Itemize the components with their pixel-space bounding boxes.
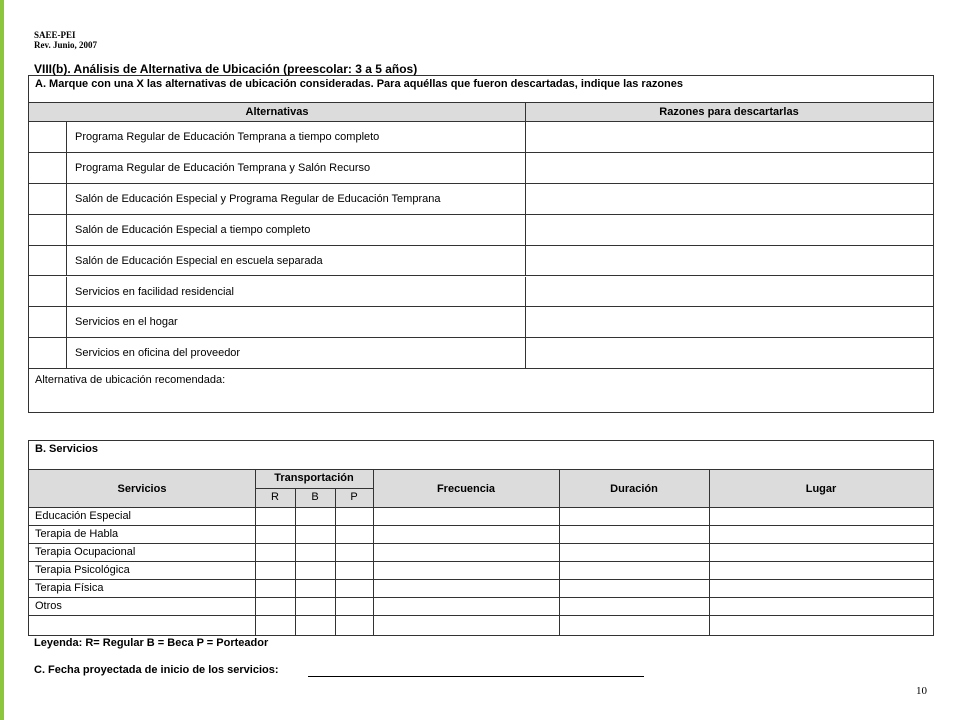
alternative-row (29, 215, 933, 246)
alternative-row (29, 338, 933, 369)
service-row (29, 616, 933, 634)
alternative-label: Servicios en facilidad residencial (75, 285, 234, 298)
alternative-row (29, 184, 933, 215)
alternative-label: Programa Regular de Educación Temprana y Salón Recurso (75, 161, 371, 174)
alternative-label: Programa Regular de Educación Temprana a tiempo completo (75, 131, 380, 143)
col-line (335, 488, 336, 636)
alternative-row (29, 153, 933, 184)
col-razones: Razones para descartarlas (659, 106, 799, 118)
col-duracion: Duración (610, 483, 658, 495)
service-row (29, 580, 933, 598)
section-title: VIII(b). Análisis de Alternativa de Ubicación (preescolar: 3 a 5 años) (34, 62, 418, 76)
page-number: 10 (916, 685, 927, 697)
transport-b: B (311, 491, 319, 503)
section-a-instruction-row (29, 76, 933, 103)
mark-x-cell[interactable] (29, 184, 67, 214)
service-row (29, 562, 933, 580)
col-line (559, 470, 560, 636)
section-b-title: B. Servicios (35, 443, 98, 455)
col-line (373, 470, 374, 636)
service-row (29, 526, 933, 544)
alternative-row (29, 277, 933, 308)
service-label: Terapia Ocupacional (35, 546, 136, 558)
col-alternativas: Alternativas (245, 106, 309, 118)
mark-x-cell[interactable] (29, 215, 67, 245)
section-a-table (28, 75, 934, 413)
col-servicios: Servicios (117, 483, 167, 495)
revision-date: Rev. Junio, 2007 (34, 40, 98, 50)
alternative-label: Salón de Educación Especial a tiempo completo (75, 223, 311, 236)
transport-divider (255, 488, 373, 489)
mark-x-cell[interactable] (29, 246, 67, 276)
date-input-line[interactable] (308, 676, 644, 677)
org-code: SAEE-PEI (34, 30, 76, 40)
recommended-label: Alternativa de ubicación recomendada: (35, 374, 226, 386)
service-row (29, 508, 933, 526)
accent-bar (0, 0, 4, 720)
col-line (709, 470, 710, 636)
alternative-label: Salón de Educación Especial y Programa Regular de Educación Temprana (75, 192, 441, 205)
reason-cell[interactable] (526, 184, 933, 214)
reason-cell[interactable] (526, 307, 933, 337)
col-line (295, 488, 296, 636)
alternative-label: Servicios en el hogar (75, 316, 178, 329)
reason-cell[interactable] (526, 246, 933, 276)
reason-cell[interactable] (526, 277, 933, 307)
alternative-row (29, 246, 933, 277)
col-transportacion: Transportación (274, 472, 354, 484)
section-c-label: C. Fecha proyectada de inicio de los servicios: (34, 664, 279, 676)
reason-cell[interactable] (526, 338, 933, 368)
transport-p: P (350, 491, 358, 503)
service-label: Terapia Psicológica (35, 564, 130, 576)
section-b-title-row (29, 441, 933, 470)
col-line (255, 470, 256, 636)
col-frecuencia: Frecuencia (436, 483, 496, 495)
mark-x-cell[interactable] (29, 307, 67, 337)
service-row (29, 544, 933, 562)
service-row (29, 598, 933, 616)
alternative-label: Salón de Educación Especial en escuela separada (75, 254, 323, 267)
reason-cell[interactable] (526, 215, 933, 245)
mark-x-cell[interactable] (29, 122, 67, 152)
section-b-table (28, 440, 934, 636)
alternative-row (29, 122, 933, 153)
mark-x-cell[interactable] (29, 338, 67, 368)
col-lugar: Lugar (805, 483, 837, 495)
reason-cell[interactable] (526, 153, 933, 183)
mark-x-cell[interactable] (29, 153, 67, 183)
mark-x-cell[interactable] (29, 277, 67, 307)
service-label: Terapia de Habla (35, 528, 119, 540)
section-b-header-row (29, 470, 933, 508)
service-label: Educación Especial (35, 510, 132, 522)
header-divider (525, 103, 526, 122)
alternative-label: Servicios en oficina del proveedor (75, 347, 241, 360)
section-a-header-row (29, 103, 933, 122)
alternative-row (29, 307, 933, 338)
section-a-instruction: A. Marque con una X las alternativas de ubicación consideradas. Para aquéllas que fueron descartadas, indique las razones (35, 78, 683, 90)
reason-cell[interactable] (526, 122, 933, 152)
transport-r: R (271, 491, 279, 503)
service-label: Terapia Física (35, 582, 104, 594)
legend: Leyenda: R= Regular B = Beca P = Porteador (34, 637, 269, 649)
service-label: Otros (35, 600, 62, 612)
